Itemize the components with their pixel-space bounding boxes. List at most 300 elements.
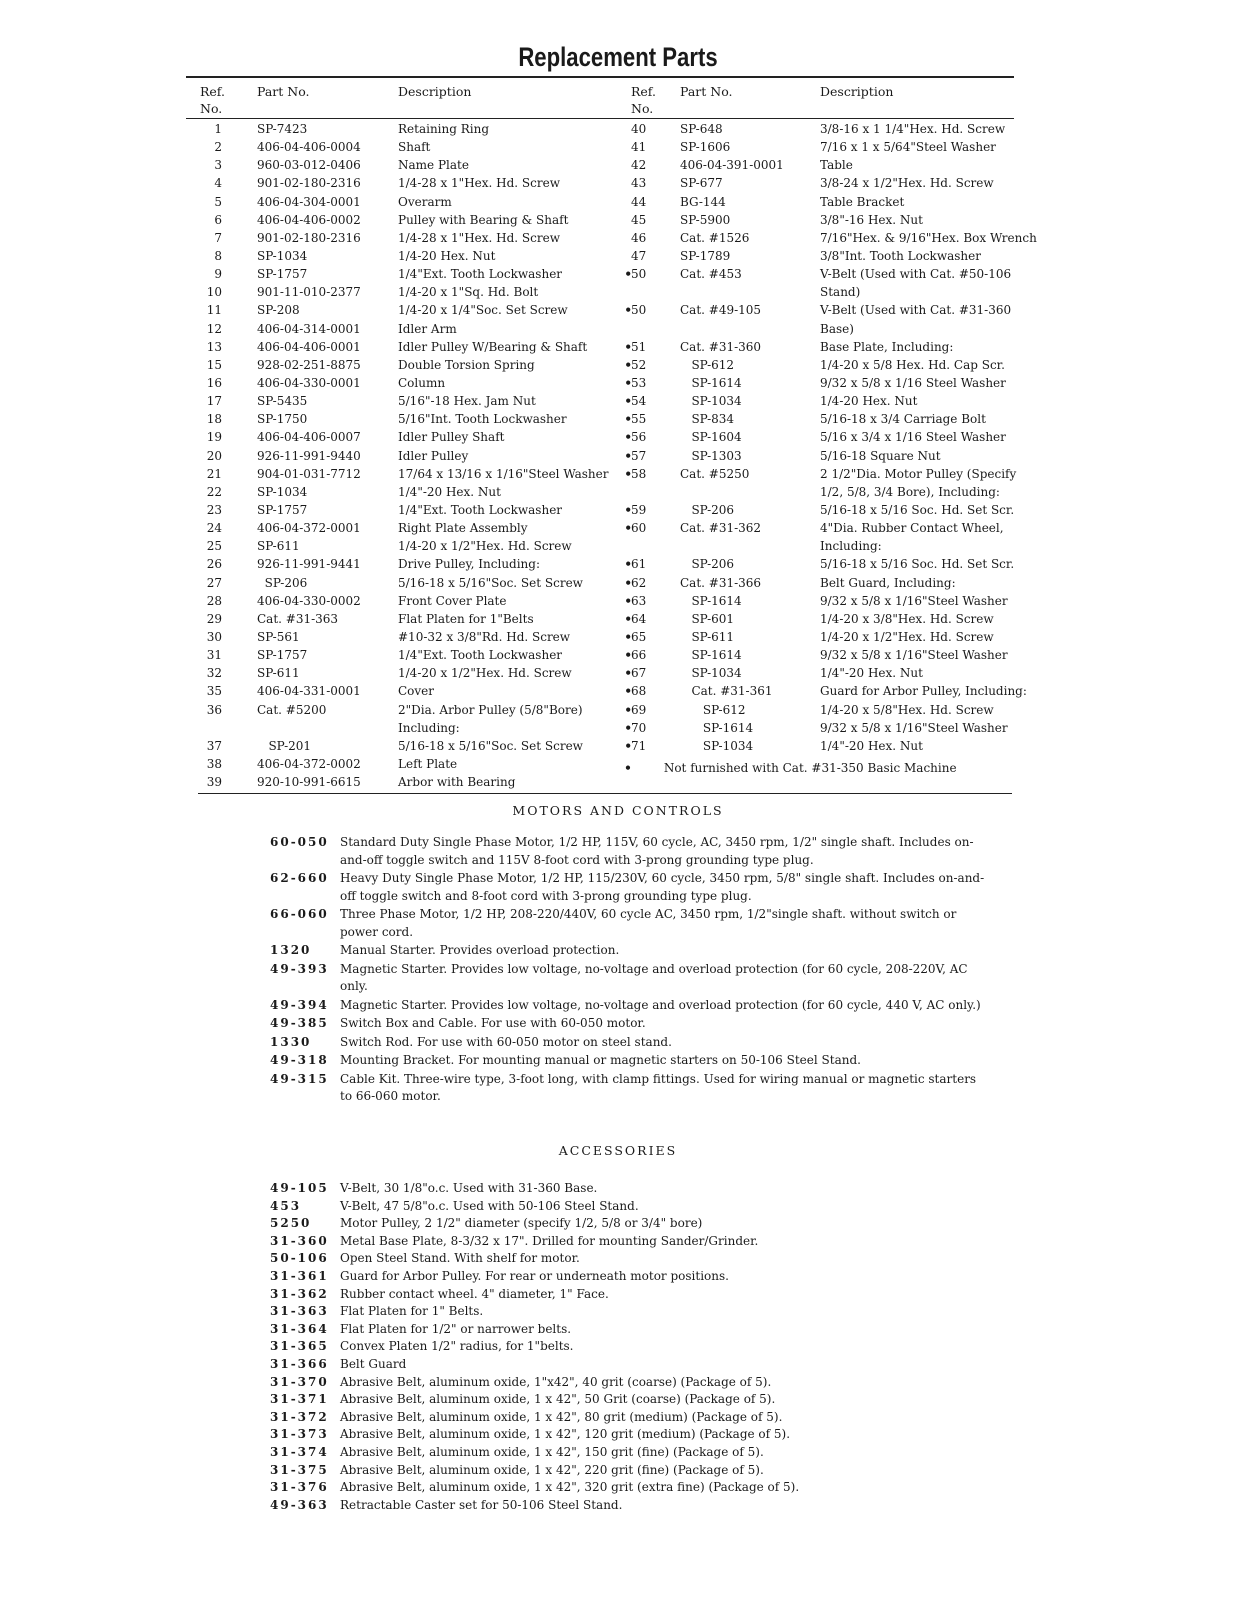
cell-rdesc: Including: [820, 539, 882, 554]
cell-rdesc: 1/4-20 x 5/8"Hex. Hd. Screw [820, 702, 994, 717]
cell-rdesc: 3/8-16 x 1 1/4"Hex. Hd. Screw [820, 122, 1006, 136]
cell-ldesc: Idler Pulley W/Bearing & Shaft [398, 339, 588, 354]
cell-rdesc: 2 1/2"Dia. Motor Pulley (Specify [820, 466, 1017, 481]
cell-rref: 55 [631, 412, 647, 427]
table-row [0, 229, 1236, 247]
cell-rdesc: 1/4-20 Hex. Nut [820, 394, 918, 409]
cell-rpart: SP-611 [680, 629, 735, 644]
cell-rpart: SP-601 [680, 611, 735, 626]
table-row [0, 664, 1236, 682]
cell-ldesc: Front Cover Plate [398, 593, 507, 608]
list-item [270, 1215, 990, 1233]
cell-rpart: Cat. #31-360 [680, 339, 762, 354]
item-text: Magnetic Starter. Provides low voltage, no-voltage and overload protection (for 60 cycle, 440 V, AC only.) [340, 997, 981, 1012]
list-item [270, 997, 990, 1015]
table-row [0, 247, 1236, 265]
cell-rref: 52 [631, 357, 647, 372]
cell-lref: 17 [206, 394, 222, 409]
cell-rdesc: 5/16-18 x 3/4 Carriage Bolt [820, 412, 986, 427]
list-item [270, 961, 990, 996]
table-row [0, 374, 1236, 392]
table-row [0, 447, 1236, 465]
cell-lpart: SP-206 [257, 575, 308, 590]
list-item [270, 1391, 990, 1409]
parts-table [0, 120, 1236, 791]
cell-rdesc: Table Bracket [820, 194, 905, 209]
item-text: Manual Starter. Provides overload protection. [340, 943, 620, 957]
cell-rref: 42 [631, 158, 647, 173]
cell-bullet: • [624, 448, 632, 463]
cell-bullet: • [624, 466, 632, 481]
table-row [0, 156, 1236, 174]
accessories-title: ACCESSORIES [558, 1143, 678, 1158]
item-text: Abrasive Belt, aluminum oxide, 1 x 42", 320 grit (extra fine) (Package of 5). [340, 1480, 800, 1495]
item-text: Flat Platen for 1" Belts. [340, 1304, 484, 1319]
cell-lpart: 406-04-331-0001 [257, 684, 361, 699]
cell-rpart: SP-834 [680, 412, 735, 427]
list-item [270, 1321, 990, 1339]
cell-lref: 36 [206, 702, 222, 717]
cell-bullet: • [624, 357, 632, 372]
cell-rref: 63 [631, 593, 647, 608]
cell-rdesc: Guard for Arbor Pulley, Including: [820, 684, 1027, 699]
item-code: 31-376 [270, 1480, 329, 1495]
item-code: 1320 [270, 943, 312, 957]
table-row [0, 501, 1236, 519]
cell-lref: 28 [206, 593, 222, 608]
cell-lref: 23 [206, 502, 222, 517]
table-row [0, 392, 1236, 410]
cell-rpart: SP-1303 [680, 448, 742, 463]
cell-rdesc: Belt Guard, Including: [820, 575, 956, 590]
header-right-desc: Description [820, 84, 894, 99]
cell-rref: 61 [631, 557, 647, 572]
cell-rdesc: 9/32 x 5/8 x 1/16 Steel Washer [820, 375, 1006, 390]
cell-ldesc: Arbor with Bearing [398, 775, 516, 790]
accessories-list [270, 1180, 990, 1514]
table-row [0, 555, 1236, 573]
cell-rdesc: 5/16-18 x 5/16 Soc. Hd. Set Scr. [820, 557, 1015, 572]
cell-rpart: SP-1789 [680, 248, 731, 263]
cell-rref: 50 [631, 303, 647, 318]
table-row [0, 320, 1236, 338]
cell-lref: 19 [206, 430, 222, 445]
table-row [0, 428, 1236, 446]
cell-rpart: Cat. #49-105 [680, 303, 762, 318]
table-row [0, 338, 1236, 356]
cell-rdesc: 4"Dia. Rubber Contact Wheel, [820, 521, 1004, 536]
table-row [0, 265, 1236, 283]
item-text: Cable Kit. Three-wire type, 3-foot long, with clamp fittings. Used for wiring manual or magnetic starters to 66-060 motor. [340, 1071, 977, 1103]
cell-bullet: • [624, 720, 632, 735]
cell-rref: 71 [631, 738, 647, 753]
cell-bullet: • [624, 648, 632, 663]
table-row [0, 628, 1236, 646]
cell-rpart: SP-1034 [680, 738, 754, 753]
cell-ldesc: Double Torsion Spring [398, 357, 535, 372]
cell-rref: 43 [631, 176, 647, 191]
cell-ldesc: Left Plate [398, 756, 458, 771]
table-row [0, 519, 1236, 537]
cell-lpart: SP-201 [257, 738, 312, 753]
cell-lpart: SP-208 [257, 303, 300, 318]
cell-rdesc: 1/4-20 x 5/8 Hex. Hd. Cap Scr. [820, 357, 1005, 372]
cell-bullet: • [624, 593, 632, 608]
cell-lpart: 926-11-991-9440 [257, 448, 361, 463]
item-code: 49-315 [270, 1071, 329, 1086]
cell-bullet: • [624, 502, 632, 517]
cell-lref: 8 [214, 248, 222, 263]
list-item [270, 1479, 990, 1497]
cell-lref: 18 [206, 412, 222, 427]
cell-bullet: • [624, 738, 632, 753]
cell-lpart: 901-11-010-2377 [257, 285, 361, 300]
cell-lref: 22 [206, 484, 222, 499]
cell-bullet: • [624, 611, 632, 626]
item-code: 31-373 [270, 1427, 329, 1442]
table-row [0, 410, 1236, 428]
cell-rpart: Cat. #31-362 [680, 521, 762, 536]
item-code: 31-361 [270, 1268, 329, 1283]
item-text: Rubber contact wheel. 4" diameter, 1" Face. [340, 1286, 609, 1301]
cell-lref: 10 [206, 285, 222, 300]
cell-rdesc: 9/32 x 5/8 x 1/16"Steel Washer [820, 648, 1008, 663]
cell-ldesc: 1/4-20 x 1"Sq. Hd. Bolt [398, 285, 539, 300]
header-right-ref: Ref. No. [631, 84, 656, 116]
cell-ldesc: Idler Arm [398, 321, 457, 336]
cell-lref: 2 [214, 140, 222, 155]
item-code: 31-360 [270, 1233, 329, 1248]
header-left-part: Part No. [257, 84, 310, 99]
table-row [0, 719, 1236, 737]
cell-rpart: SP-1606 [680, 140, 731, 155]
cell-lref: 25 [206, 539, 222, 554]
cell-rref: 60 [631, 521, 647, 536]
table-row [0, 138, 1236, 156]
list-item [270, 1338, 990, 1356]
item-text: Guard for Arbor Pulley. For rear or underneath motor positions. [340, 1268, 729, 1283]
cell-rdesc: 5/16-18 x 5/16 Soc. Hd. Set Scr. [820, 502, 1015, 517]
list-item [270, 870, 990, 905]
cell-lref: 3 [214, 158, 222, 173]
cell-rref: 59 [631, 502, 647, 517]
motors-title: MOTORS AND CONTROLS [512, 803, 724, 818]
item-text: Open Steel Stand. With shelf for motor. [340, 1251, 580, 1266]
cell-lref: 27 [206, 575, 222, 590]
item-text: Heavy Duty Single Phase Motor, 1/2 HP, 115/230V, 60 cycle, 3450 rpm, 5/8" single shaft. Includes on-and-off toggle switch and 8-foot cord with 3-prong grounding type plug. [340, 871, 985, 903]
cell-ldesc: Flat Platen for 1"Belts [398, 611, 534, 626]
list-item [270, 1015, 990, 1033]
cell-ldesc: 1/4-28 x 1"Hex. Hd. Screw [398, 176, 560, 191]
cell-ldesc: 1/4-20 x 1/4"Soc. Set Screw [398, 303, 568, 318]
item-text: Abrasive Belt, aluminum oxide, 1"x42", 40 grit (coarse) (Package of 5). [340, 1374, 772, 1389]
header-left-desc: Description [398, 84, 472, 99]
cell-rref: 53 [631, 375, 647, 390]
cell-bullet: • [624, 303, 632, 318]
item-code: 5250 [270, 1216, 312, 1231]
list-item [270, 906, 990, 941]
cell-bullet: • [624, 375, 632, 390]
item-code: 62-660 [270, 871, 329, 885]
cell-ldesc: 1/4-20 x 1/2"Hex. Hd. Screw [398, 666, 572, 681]
cell-lpart: Cat. #31-363 [257, 611, 339, 626]
cell-rpart: SP-206 [680, 557, 735, 572]
table-row [0, 120, 1236, 138]
cell-lpart: 920-10-991-6615 [257, 775, 361, 790]
cell-lpart: SP-1757 [257, 502, 308, 517]
cell-rdesc: Base Plate, Including: [820, 339, 954, 354]
motors-list [270, 834, 990, 1107]
cell-lref: 20 [206, 448, 222, 463]
cell-lref: 13 [206, 339, 222, 354]
table-row [0, 174, 1236, 192]
list-item [270, 1268, 990, 1286]
cell-lpart: SP-1757 [257, 267, 308, 282]
cell-ldesc: Name Plate [398, 158, 469, 173]
item-code: 31-365 [270, 1339, 329, 1354]
cell-lref: 4 [214, 176, 222, 191]
cell-rdesc: V-Belt (Used with Cat. #50-106 [820, 267, 1012, 282]
cell-rpart: SP-206 [680, 502, 735, 517]
table-row [0, 737, 1236, 755]
table-row [0, 483, 1236, 501]
cell-rpart: SP-612 [680, 357, 735, 372]
cell-lref: 9 [214, 267, 222, 282]
list-item [270, 1462, 990, 1480]
cell-rpart: Cat. #31-366 [680, 575, 762, 590]
cell-lpart: 406-04-406-0001 [257, 339, 361, 354]
table-row [0, 773, 1236, 791]
cell-rref: 56 [631, 430, 647, 445]
item-text: Flat Platen for 1/2" or narrower belts. [340, 1321, 572, 1336]
cell-ldesc: Cover [398, 684, 435, 699]
cell-rref: 67 [631, 666, 647, 681]
cell-ldesc: 5/16-18 x 5/16"Soc. Set Screw [398, 738, 583, 753]
item-text: Abrasive Belt, aluminum oxide, 1 x 42", 120 grit (medium) (Package of 5). [340, 1427, 791, 1442]
table-row [0, 574, 1236, 592]
item-code: 49-393 [270, 961, 329, 976]
item-code: 50-106 [270, 1251, 329, 1266]
table-row [0, 356, 1236, 374]
cell-rpart: SP-1614 [680, 720, 754, 735]
item-code: 31-363 [270, 1304, 329, 1319]
cell-bullet: • [624, 412, 632, 427]
item-code: 31-362 [270, 1286, 329, 1301]
cell-lref: 37 [206, 738, 222, 753]
item-text: Retractable Caster set for 50-106 Steel Stand. [340, 1497, 623, 1512]
cell-ldesc: Column [398, 375, 446, 390]
cell-rdesc: 7/16"Hex. & 9/16"Hex. Box Wrench [820, 230, 1037, 245]
cell-bullet: • [624, 394, 632, 409]
cell-lpart: SP-1034 [257, 484, 308, 499]
cell-rref: 66 [631, 648, 647, 663]
cell-rdesc: 3/8"Int. Tooth Lockwasher [820, 248, 981, 263]
cell-ldesc: Idler Pulley [398, 448, 469, 463]
list-item [270, 1286, 990, 1304]
cell-ldesc: 2"Dia. Arbor Pulley (5/8"Bore) [398, 702, 583, 717]
item-text: Switch Rod. For use with 60-050 motor on steel stand. [340, 1034, 672, 1049]
cell-rdesc: 3/8"-16 Hex. Nut [820, 212, 923, 227]
cell-lpart: SP-1757 [257, 648, 308, 663]
cell-lpart: 960-03-012-0406 [257, 158, 361, 173]
cell-rdesc: 1/4"-20 Hex. Nut [820, 738, 923, 753]
cell-lref: 5 [214, 194, 222, 209]
item-code: 49-385 [270, 1016, 329, 1030]
cell-rref: 62 [631, 575, 647, 590]
cell-ldesc: 1/4"-20 Hex. Nut [398, 484, 501, 499]
cell-rpart: SP-5900 [680, 212, 731, 227]
cell-lref: 1 [214, 122, 222, 136]
item-code: 31-366 [270, 1356, 329, 1371]
cell-rref: 68 [631, 684, 647, 699]
cell-lref: 7 [214, 230, 222, 245]
cell-rref: 45 [631, 212, 647, 227]
list-item [270, 1250, 990, 1268]
cell-rref: 64 [631, 611, 647, 626]
cell-lpart: 904-01-031-7712 [257, 466, 361, 481]
table-row [0, 610, 1236, 628]
cell-lpart: 406-04-330-0001 [257, 375, 361, 390]
list-item [270, 1497, 990, 1515]
cell-bullet: • [624, 666, 632, 681]
item-code: 31-371 [270, 1392, 329, 1407]
cell-lpart: SP-1750 [257, 412, 308, 427]
cell-rpart: Cat. #5250 [680, 466, 750, 481]
cell-bullet: • [624, 684, 632, 699]
item-text: Metal Base Plate, 8-3/32 x 17". Drilled for mounting Sander/Grinder. [340, 1233, 759, 1248]
cell-rpart: SP-1614 [680, 375, 742, 390]
cell-rdesc: Stand) [820, 285, 861, 300]
cell-lref: 29 [206, 611, 222, 626]
item-code: 49-363 [270, 1497, 329, 1512]
table-row [0, 682, 1236, 700]
cell-rpart: SP-1034 [680, 666, 742, 681]
cell-ldesc: Retaining Ring [398, 122, 490, 136]
cell-ldesc: Right Plate Assembly [398, 521, 528, 536]
table-row [0, 701, 1236, 719]
table-row [0, 465, 1236, 483]
table-row [0, 283, 1236, 301]
cell-lpart: 926-11-991-9441 [257, 557, 361, 572]
cell-lref: 11 [206, 303, 222, 318]
item-text: Standard Duty Single Phase Motor, 1/2 HP, 115V, 60 cycle, AC, 3450 rpm, 1/2" single shaft. Includes on-and-off toggle switch and 115V 8-foot cord with 3-prong grounding type plug. [340, 835, 974, 867]
list-item [270, 1071, 990, 1106]
cell-rdesc: Table [820, 158, 853, 173]
cell-rref: 46 [631, 230, 647, 245]
cell-bullet: • [624, 339, 632, 354]
cell-lpart: 406-04-406-0007 [257, 430, 361, 445]
cell-lpart: 406-04-304-0001 [257, 194, 361, 209]
item-code: 49-318 [270, 1053, 329, 1067]
item-text: Switch Box and Cable. For use with 60-050 motor. [340, 1016, 646, 1030]
cell-rref: 40 [631, 122, 647, 136]
item-text: Mounting Bracket. For mounting manual or magnetic starters on 50-106 Steel Stand. [340, 1053, 861, 1067]
item-code: 31-374 [270, 1444, 329, 1459]
item-text: V-Belt, 47 5/8"o.c. Used with 50-106 Steel Stand. [340, 1198, 639, 1213]
table-row [0, 211, 1236, 229]
item-code: 60-050 [270, 835, 329, 849]
cell-rdesc: 1/4"-20 Hex. Nut [820, 666, 923, 681]
cell-rpart: 406-04-391-0001 [680, 158, 784, 173]
cell-rpart: SP-1614 [680, 648, 742, 663]
cell-rdesc: Base) [820, 321, 854, 336]
item-code: 49-394 [270, 997, 329, 1012]
cell-lpart: Cat. #5200 [257, 702, 327, 717]
cell-rref: 44 [631, 194, 647, 209]
table-row [0, 537, 1236, 555]
cell-bullet: • [624, 702, 632, 717]
cell-ldesc: Drive Pulley, Including: [398, 557, 541, 572]
cell-lpart: SP-7423 [257, 122, 308, 136]
cell-lref: 32 [206, 666, 222, 681]
header-bottom-rule [186, 118, 1014, 119]
cell-rref: 57 [631, 448, 647, 463]
cell-rref: 54 [631, 394, 647, 409]
cell-lref: 21 [206, 466, 222, 481]
cell-rpart: Cat. #453 [680, 267, 742, 282]
cell-lpart: 406-04-372-0001 [257, 521, 361, 536]
cell-rdesc: 5/16 x 3/4 x 1/16 Steel Washer [820, 430, 1006, 445]
cell-rpart: Cat. #31-361 [680, 684, 773, 699]
cell-ldesc: 1/4"Ext. Tooth Lockwasher [398, 648, 563, 663]
cell-lpart: SP-611 [257, 666, 300, 681]
cell-ldesc: 5/16"-18 Hex. Jam Nut [398, 394, 536, 409]
list-item [270, 1052, 990, 1070]
table-row [0, 301, 1236, 319]
cell-ldesc: 1/4-20 Hex. Nut [398, 248, 496, 263]
cell-lpart: SP-5435 [257, 394, 308, 409]
item-code: 31-375 [270, 1462, 329, 1477]
cell-rref: 65 [631, 629, 647, 644]
footnote-text: Not furnished with Cat. #31-350 Basic Machine [663, 761, 957, 775]
cell-ldesc: Pulley with Bearing & Shaft [398, 212, 569, 227]
cell-ldesc: 5/16-18 x 5/16"Soc. Set Screw [398, 575, 583, 590]
list-item [270, 1233, 990, 1251]
cell-rref: 58 [631, 466, 647, 481]
cell-lpart: SP-1034 [257, 248, 308, 263]
cell-ldesc: 1/4"Ext. Tooth Lockwasher [398, 267, 563, 282]
cell-rdesc: 3/8-24 x 1/2"Hex. Hd. Screw [820, 176, 994, 191]
cell-bullet: • [624, 267, 632, 282]
section-divider [198, 793, 1012, 794]
header-right-part: Part No. [680, 84, 733, 99]
cell-ldesc: Shaft [398, 140, 431, 155]
cell-lpart: 901-02-180-2316 [257, 176, 361, 191]
cell-ldesc: 1/4-20 x 1/2"Hex. Hd. Screw [398, 539, 572, 554]
cell-ldesc: 1/4-28 x 1"Hex. Hd. Screw [398, 230, 560, 245]
cell-lpart: 406-04-406-0002 [257, 212, 361, 227]
item-text: Abrasive Belt, aluminum oxide, 1 x 42", 220 grit (fine) (Package of 5). [340, 1462, 764, 1477]
item-text: Belt Guard [340, 1356, 407, 1371]
cell-lpart: SP-611 [257, 539, 300, 554]
cell-rpart: SP-1604 [680, 430, 742, 445]
table-row [0, 646, 1236, 664]
cell-lpart: SP-561 [257, 629, 300, 644]
cell-rdesc: 9/32 x 5/8 x 1/16"Steel Washer [820, 720, 1008, 735]
cell-rpart: SP-677 [680, 176, 723, 191]
cell-rdesc: 9/32 x 5/8 x 1/16"Steel Washer [820, 593, 1008, 608]
cell-lpart: 928-02-251-8875 [257, 357, 361, 372]
cell-ldesc: 1/4"Ext. Tooth Lockwasher [398, 502, 563, 517]
cell-lref: 39 [206, 775, 222, 790]
cell-bullet: • [624, 557, 632, 572]
cell-rref: 70 [631, 720, 647, 735]
cell-lref: 15 [206, 357, 222, 372]
cell-ldesc: Including: [398, 720, 460, 735]
cell-ldesc: #10-32 x 3/8"Rd. Hd. Screw [398, 629, 571, 644]
footnote-bullet: • [624, 761, 632, 775]
item-text: Magnetic Starter. Provides low voltage, no-voltage and overload protection (for 60 cycle, 208-220V, AC only. [340, 961, 968, 993]
